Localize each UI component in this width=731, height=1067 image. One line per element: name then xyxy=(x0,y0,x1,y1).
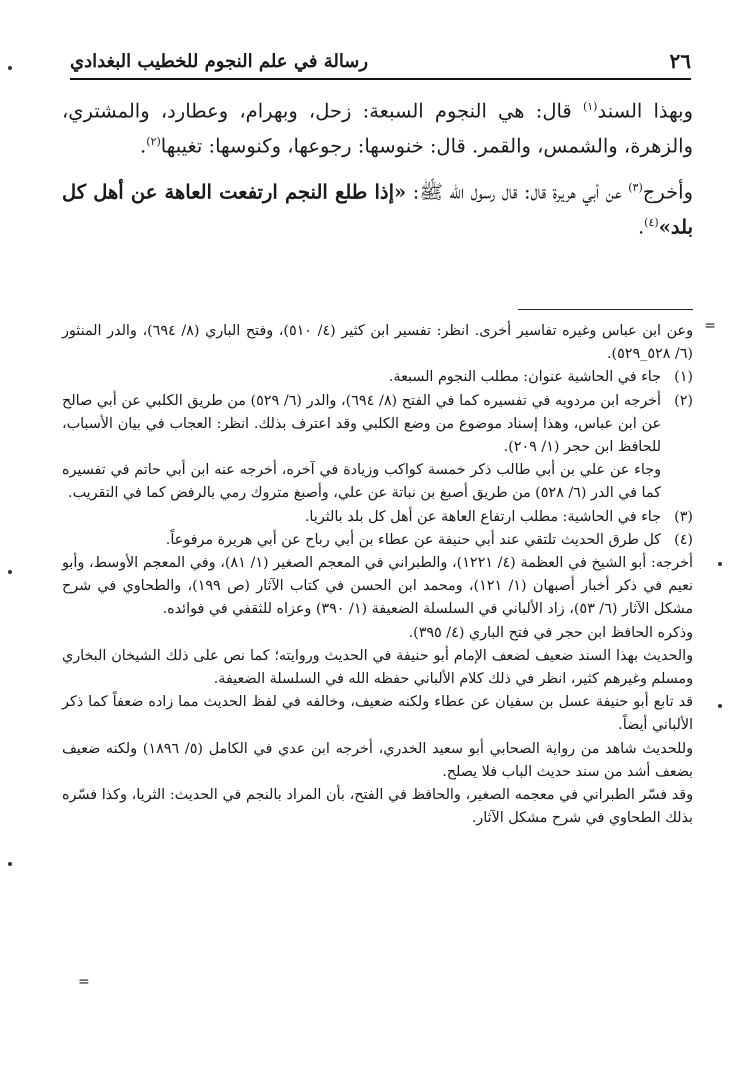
footnote-number: (١) xyxy=(674,369,693,386)
text-segment: . xyxy=(140,134,147,157)
footnote-text: وقد فسّر الطبراني في معجمه الصغير، والحافظ في الفتح، بأن المراد بالنجم في الحديث: الثريا، وكذا فسّره بذلك الطحاوي في شرح مشكل الآثار. xyxy=(62,787,693,827)
text-segment: . xyxy=(637,215,645,238)
running-title: رسالة في علم النجوم للخطيب البغدادي xyxy=(70,51,369,72)
page-number: ٢٦ xyxy=(669,49,691,73)
text-segment: وأخرج xyxy=(642,180,693,204)
footnote-4 xyxy=(62,529,693,552)
scan-speck xyxy=(8,862,12,866)
footnote-ref: (٣) xyxy=(628,181,643,194)
footnote-number: (٤) xyxy=(674,531,693,548)
footnote-text: وللحديث شاهد من رواية الصحابي أبو سعيد الخدري، أخرجه ابن عدي في الكامل (٥/ ١٨٩٦) ولكنه ضعيف بضعف أشد من سند حديث الباب فلا يصلح. xyxy=(62,740,693,780)
footnote-ref: (١) xyxy=(582,100,598,113)
footnote-text: وجاء عن علي بن أبي طالب ذكر خمسة كواكب وزيادة في آخره، أخرجه عنه ابن أبي حاتم في تفسيره كما في الدر (٦/ ٥٢٨) من طريق أصبغ بن نباتة عن علي، وأصبغ متروك رمي بالرفض كما في التقريب. xyxy=(62,462,661,502)
footnote-text: والحديث بهذا السند ضعيف لضعف الإمام أبو حنيفة في الحديث وروايته؛ كما نص على ذلك الشيخان البخاري ومسلم وغيرهم كثير، انظر في ذلك كلام الألباني حفظه الله في السلسلة الضعيفة. xyxy=(62,647,693,688)
scan-speck xyxy=(8,66,12,70)
footnote-divider xyxy=(518,309,693,310)
footnote-text: أخرجه: أبو الشيخ في العظمة (٤/ ١٢٢١)، والطبراني في المعجم الصغير (١/ ٨١)، وفي المعجم الأوسط، وأبو نعيم في ذكر أخبار أصبهان (١/ ١٢١)، ومحمد ابن الحسن في كتاب الآثار (ص ١٩٩)، والطحاوي في شرح مشكل الآثار (٦/ ٥٣)، زاد الألباني في السلسلة الضعيفة (١/ ٣٩٠) وعزاه للثقفي في فوائده. xyxy=(62,555,693,618)
end-marker: = xyxy=(78,974,90,990)
footnote-2 xyxy=(62,390,693,506)
footnote-text: كل طرق الحديث تلتقي عند أبي حنيفة عن عطاء بن أبي رباح عن أبي هريرة مرفوعاً. xyxy=(165,531,661,548)
scan-speck xyxy=(718,704,722,708)
paragraph-hadith xyxy=(62,173,693,242)
footnote-number: (٢) xyxy=(674,392,693,409)
hadith-quote: «إذا طلع النجم ارتفعت العاهة عن أهل كل بلد» xyxy=(62,180,693,238)
footnote-ref: (٢) xyxy=(146,134,161,148)
text-segment: وبهذا السند xyxy=(597,99,693,123)
scan-speck xyxy=(8,570,12,574)
footnote-text: وذكره الحافظ ابن حجر في فتح الباري (٤/ ٣٩٥). xyxy=(408,624,693,641)
text-segment: عن أبي هريرة قال: قال رسول الله ﷺ: xyxy=(406,180,629,204)
footnote-number: (٣) xyxy=(674,508,693,525)
continuation-marker: = xyxy=(704,318,716,334)
footnote-text: أخرجه ابن مردويه في تفسيره كما في الفتح (٨/ ٦٩٤)، والدر (٦/ ٥٢٩) من طريق الكلبي عن أبي صالح عن ابن عباس، وهذا إسناد موضوع من وضع الكلبي وقد اعترف بذلك. انظر: العجاب في بيان الأسباب، للحافظ ابن حجر (١/ ٢٠٩). xyxy=(62,392,661,456)
footnotes xyxy=(62,320,693,830)
scan-speck xyxy=(718,562,722,566)
footnote-1 xyxy=(62,366,693,389)
footnote-continuation: وعن ابن عباس وغيره تفاسير أخرى. انظر: تفسير ابن كثير (٤/ ٥١٠)، وفتح الباري (٨/ ٦٩٤)، والدر المنثور (٦/ ٥٢٨_٥٢٩). xyxy=(62,323,693,363)
footnote-text: جاء في الحاشية: مطلب ارتفاع العاهة عن أهل كل بلد بالثريا. xyxy=(304,508,661,525)
paragraph-seven-stars xyxy=(62,92,693,161)
text-segment: قال: هي النجوم السبعة: زحل، وبهرام، وعطارد، والمشتري، والزهرة، والشمس، والقمر. قال: خنوسها: رجوعها، وكنوسها: تغيبها xyxy=(62,99,693,157)
main-text xyxy=(62,92,693,254)
footnote-ref: (٤) xyxy=(644,215,659,229)
page-header xyxy=(70,38,691,80)
footnote-text: قد تابع أبو حنيفة عسل بن سفيان عن عطاء ولكنه ضعيف، وخالفه في لفظ الحديث مما زاده ضعفاً كما ذكر الألباني أيضاً. xyxy=(62,694,693,734)
footnote-text: جاء في الحاشية عنوان: مطلب النجوم السبعة. xyxy=(388,369,661,386)
footnote-3 xyxy=(62,506,693,529)
